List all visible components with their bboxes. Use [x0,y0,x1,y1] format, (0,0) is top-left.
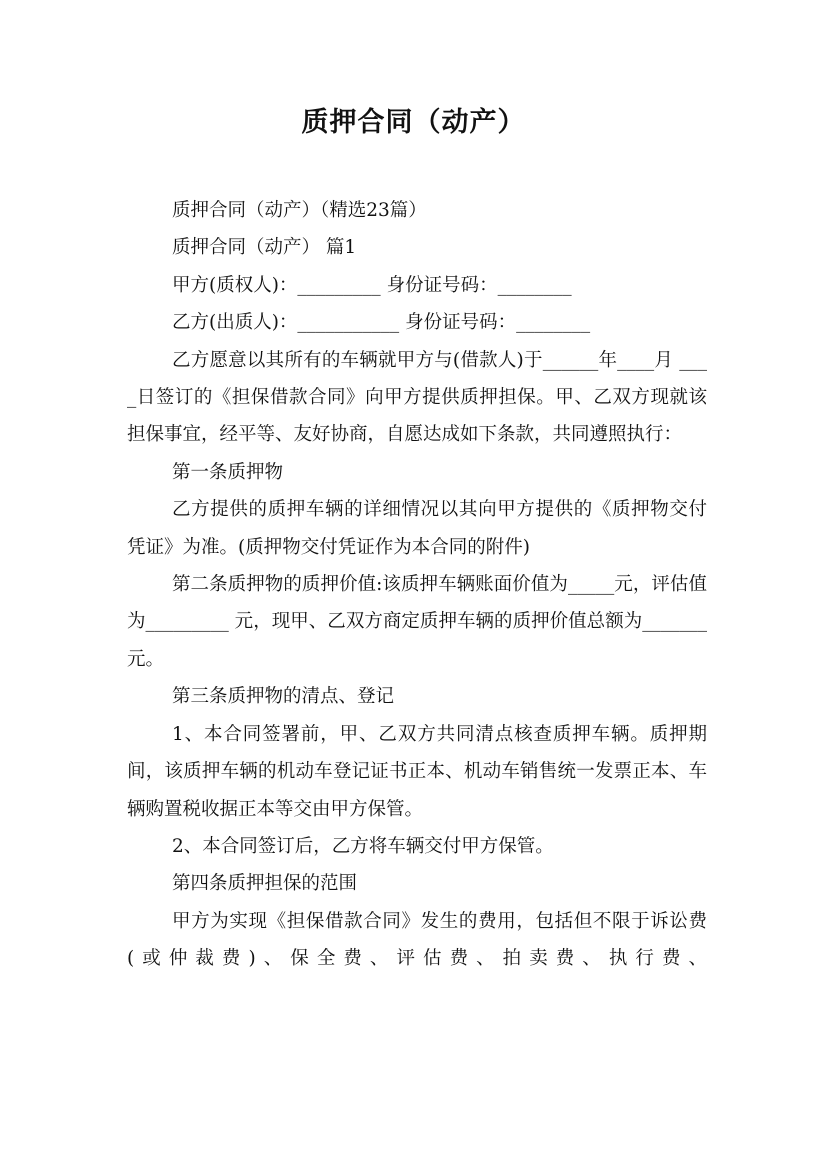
paragraph-article-4-body: 甲方为实现《担保借款合同》发生的费用，包括但不限于诉讼费(或仲裁费)、保全费、评估费、拍卖费、执行费、 [127,910,707,970]
paragraph-subtitle: 质押合同（动产）（精选23篇） [172,200,427,221]
paragraph-article-2: 第二条质押物的质押价值:该质押车辆账面价值为_____元，评估值为_________ 元，现甲、乙双方商定质押车辆的质押价值总额为_______元。 [127,574,707,670]
paragraph-article-3-item-1: 1、本合同签署前，甲、乙双方共同清点核查质押车辆。质押期间，该质押车辆的机动车登记证书正本、机动车销售统一发票正本、车辆购置税收据正本等交由甲方保管。 [127,723,707,820]
paragraph-article-3-heading: 第三条质押物的清点、登记 [172,686,395,708]
paragraph-section-heading: 质押合同（动产） 篇1 [172,237,357,259]
paragraph-article-3-item-2: 2、本合同签订后，乙方将车辆交付甲方保管。 [172,835,554,857]
paragraph-article-1-heading: 第一条质押物 [172,461,284,483]
document-title: 质押合同（动产） [301,107,526,138]
paragraph-party-a: 甲方(质权人)：_________ 身份证号码：________ [172,274,572,296]
paragraph-article-1-body: 乙方提供的质押车辆的详细情况以其向甲方提供的《质押物交付凭证》为准。(质押物交付凭证作为本合同的附件) [127,499,707,558]
paragraph-preamble: 乙方愿意以其所有的车辆就甲方与(借款人)于______年____月 ____日签订的《担保借款合同》向甲方提供质押担保。甲、乙双方现就该担保事宜，经平等、友好协商，自愿达成如下条款，共同遵照执行： [127,349,707,446]
paragraph-party-b: 乙方(出质人)：___________ 身份证号码：________ [172,312,591,334]
document-body [127,192,707,978]
paragraph-article-4-heading: 第四条质押担保的范围 [172,873,358,895]
